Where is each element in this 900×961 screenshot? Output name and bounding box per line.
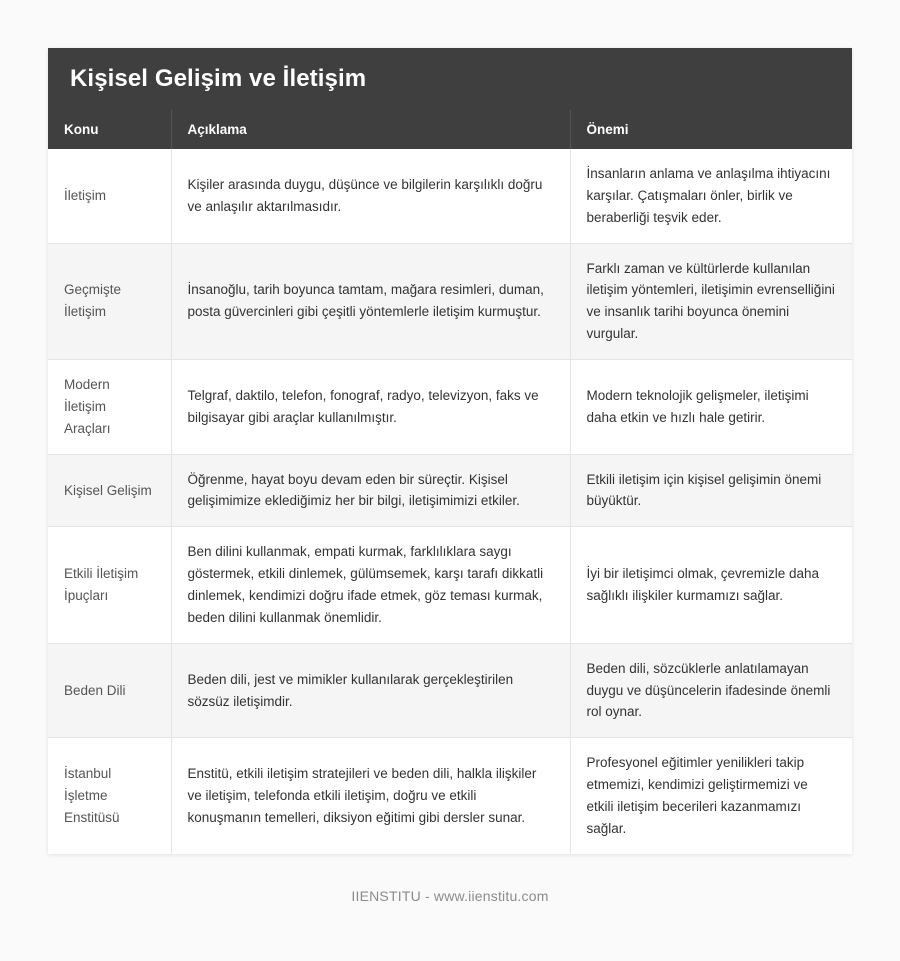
cell-konu: Geçmişte İletişim [48, 243, 171, 359]
column-header-konu: Konu [48, 110, 171, 149]
cell-konu: İletişim [48, 149, 171, 243]
cell-konu: Beden Dili [48, 643, 171, 738]
column-header-aciklama: Açıklama [171, 110, 570, 149]
table-header-row [48, 110, 852, 149]
page-title: Kişisel Gelişim ve İletişim [70, 64, 367, 92]
cell-onemi: Beden dili, sözcüklerle anlatılamayan duygu ve düşüncelerin ifadesinde önemli rol oynar. [570, 643, 852, 738]
cell-konu: Etkili İletişim İpuçları [48, 527, 171, 643]
table-body [48, 149, 852, 854]
cell-aciklama: İnsanoğlu, tarih boyunca tamtam, mağara resimleri, duman, posta güvercinleri gibi çeşitli yöntemlerle iletişim kurmuştur. [171, 243, 570, 359]
cell-konu: Modern İletişim Araçları [48, 360, 171, 455]
cell-konu: İstanbul İşletme Enstitüsü [48, 738, 171, 854]
card-title-bar [48, 48, 852, 110]
cell-aciklama: Kişiler arasında duygu, düşünce ve bilgilerin karşılıklı doğru ve anlaşılır aktarılmasıdır. [171, 149, 570, 243]
cell-aciklama: Beden dili, jest ve mimikler kullanılarak gerçekleştirilen sözsüz iletişimdir. [171, 643, 570, 738]
column-header-onemi: Önemi [570, 110, 852, 149]
cell-aciklama: Ben dilini kullanmak, empati kurmak, farklılıklara saygı göstermek, etkili dinlemek, gülümsemek, karşı tarafı dikkatli dinlemek, kendimizi doğru ifade etmek, göz teması kurmak, beden dilini kullanmak önemlidir. [171, 527, 570, 643]
cell-onemi: Profesyonel eğitimler yenilikleri takip etmemizi, kendimizi geliştirmemizi ve etkili iletişim becerileri kazanmamızı sağlar. [570, 738, 852, 854]
table-row [48, 149, 852, 243]
table-row [48, 643, 852, 738]
table-row [48, 243, 852, 359]
cell-aciklama: Öğrenme, hayat boyu devam eden bir süreçtir. Kişisel gelişimimize eklediğimiz her bir bilgi, iletişimimizi etkiler. [171, 454, 570, 527]
table-row [48, 454, 852, 527]
footer-attribution: IIENSTITU - www.iienstitu.com [351, 888, 549, 904]
table-row [48, 360, 852, 455]
table-header [48, 110, 852, 149]
comparison-table [48, 110, 852, 854]
table-row [48, 738, 852, 854]
cell-onemi: İnsanların anlama ve anlaşılma ihtiyacını karşılar. Çatışmaları önler, birlik ve beraberliği teşvik eder. [570, 149, 852, 243]
cell-onemi: Modern teknolojik gelişmeler, iletişimi daha etkin ve hızlı hale getirir. [570, 360, 852, 455]
cell-onemi: Farklı zaman ve kültürlerde kullanılan iletişim yöntemleri, iletişimin evrenselliğini ve insanlık tarihi boyunca önemini vurgular. [570, 243, 852, 359]
cell-aciklama: Enstitü, etkili iletişim stratejileri ve beden dili, halkla ilişkiler ve iletişim, telefonda etkili iletişim, doğru ve etkili konuşmanın temelleri, diksiyon eğitimi gibi dersler sunar. [171, 738, 570, 854]
content-card [48, 48, 852, 854]
cell-onemi: İyi bir iletişimci olmak, çevremizle daha sağlıklı ilişkiler kurmamızı sağlar. [570, 527, 852, 643]
cell-aciklama: Telgraf, daktilo, telefon, fonograf, radyo, televizyon, faks ve bilgisayar gibi araçlar kullanılmıştır. [171, 360, 570, 455]
cell-onemi: Etkili iletişim için kişisel gelişimin önemi büyüktür. [570, 454, 852, 527]
table-row [48, 527, 852, 643]
cell-konu: Kişisel Gelişim [48, 454, 171, 527]
